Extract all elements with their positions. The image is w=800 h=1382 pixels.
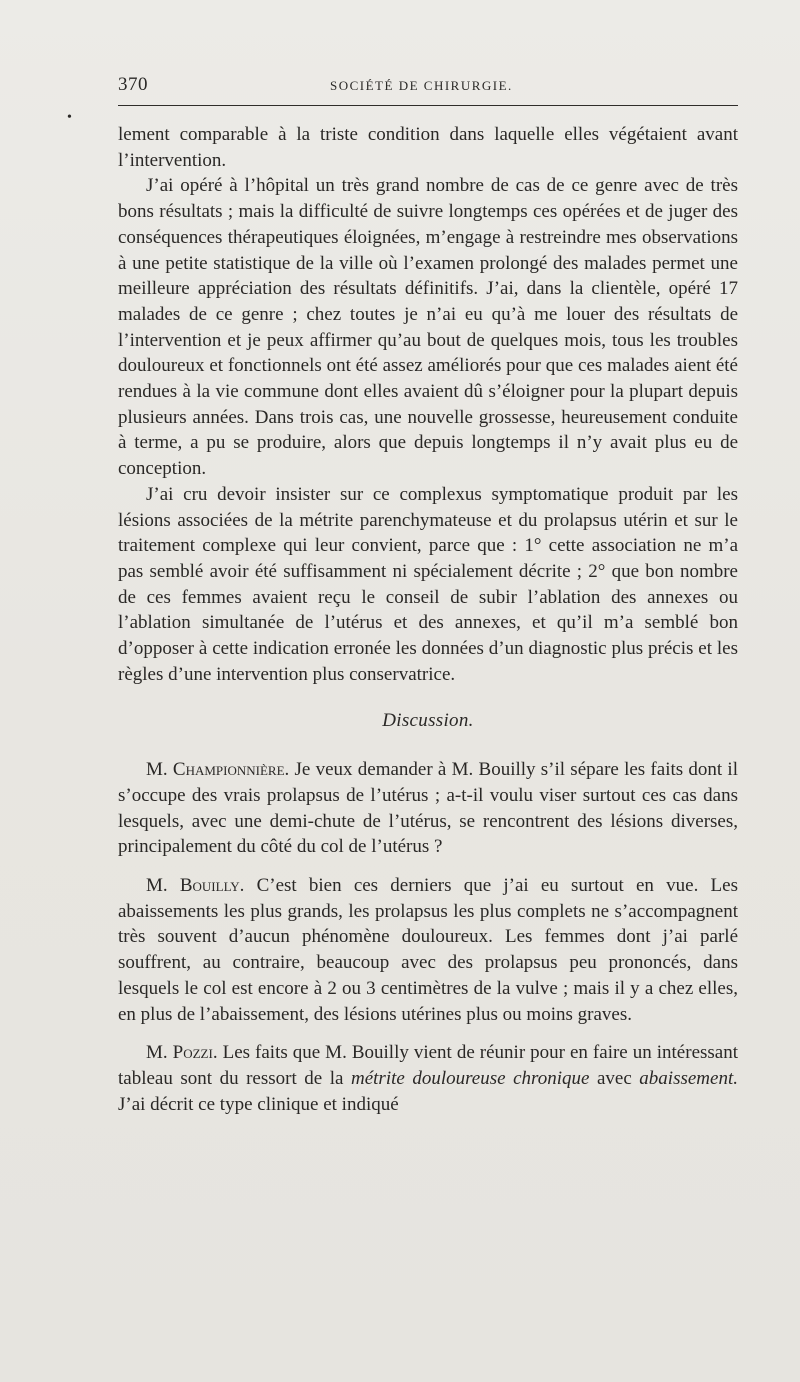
discussion-championniere	[118, 757, 738, 860]
paragraph-operations: J’ai opéré à l’hôpital un très grand nombre de cas de ce genre avec de très bons résultats ; mais la difficulté de suivre longtemps ces opérées et de juger des conséquences thérapeutiques éloignées, m’engage à restreindre mes observations à une petite statistique de la ville où l’examen prolongé des malades permet une meilleure appréciation des résultats définitifs. J’ai, dans la clientèle, opéré 17 malades de ce genre ; chez toutes je n’ai eu qu’à me louer des résultats de l’intervention et je peux affirmer qu’au bout de quelques mois, tous les troubles douloureux et fonctionnels ont été assez améliorés pour que ces malades aient été rendues à la vie commune dont elles avaient dû s’éloigner pour la plupart depuis plusieurs années. Dans trois cas, une nouvelle grossesse, heureusement conduite à terme, a pu se produire, alors que depuis longtemps il n’y avait plus eu de conception.	[118, 175, 738, 480]
body-text	[118, 122, 738, 1117]
paragraph-continuation: lement comparable à la triste condition dans laquelle elles végétaient avant l’intervention.	[118, 124, 738, 171]
header-rule	[118, 105, 738, 106]
speech-text: C’est bien ces derniers que j’ai eu surtout en vue. Les abaissements les plus grands, les prolapsus les plus complets ne s’accompagnent très souvent d’aucun phénomène douloureux. Les femmes dont j’ai parlé souffrent, au contraire, beaucoup avec des prolapsus peu prononcés, dans lesquels le col est encore à 2 ou 3 centimètres de la vulve ; mais il y a chez elles, en plus de l’abaissement, des lésions utérines plus ou moins graves.	[118, 874, 738, 1025]
speaker-name: M. Bouilly.	[146, 874, 245, 896]
page-number: 370	[118, 74, 148, 95]
running-title: SOCIÉTÉ DE CHIRURGIE.	[330, 78, 513, 93]
speech-text: Les faits que M. Bouilly vient de réunir pour en faire un intéressant tableau sont du ressort de la	[118, 1042, 738, 1089]
speech-text: J’ai décrit ce type clinique et indiqué	[118, 1093, 399, 1115]
discussion-pozzi	[118, 1040, 738, 1117]
section-heading: Discussion.	[382, 710, 474, 732]
paragraph-conclusion: J’ai cru devoir insister sur ce complexus symptomatique produit par les lésions associées de la métrite parenchymateuse et du prolapsus utérin et sur le traitement complexe qui leur convient, parce que : 1° cette association ne m’a pas semblé avoir été suffisamment ni spécialement décrite ; 2° que bon nombre de ces femmes avaient reçu le conseil de subir l’ablation des annexes ou l’ablation simultanée de l’utérus et des annexes, et qu’il m’a semblé bon d’opposer à cette indication erronée les données d’un diagnostic plus précis et les règles d’une intervention plus conservatrice.	[118, 483, 738, 685]
italic-term: abaissement.	[639, 1067, 738, 1089]
speaker-name: M. Championnière.	[146, 759, 290, 781]
speech-text: avec	[589, 1067, 640, 1089]
discussion-bouilly	[118, 873, 738, 1027]
speaker-name: M. Pozzi.	[146, 1042, 218, 1064]
speech-text: Je veux demander à M. Bouilly s’il sépare les faits dont il s’occupe des vrais prolapsus de l’utérus ; a-t-il voulu viser surtout ces cas dans lesquels, avec une demi-chute de l’utérus, se rencontrent des lésions diverses, principalement du côté du col de l’utérus ?	[118, 759, 738, 858]
italic-term: métrite douloureuse chronique	[351, 1067, 590, 1089]
page-header	[118, 74, 738, 98]
margin-dot: •	[67, 110, 72, 125]
